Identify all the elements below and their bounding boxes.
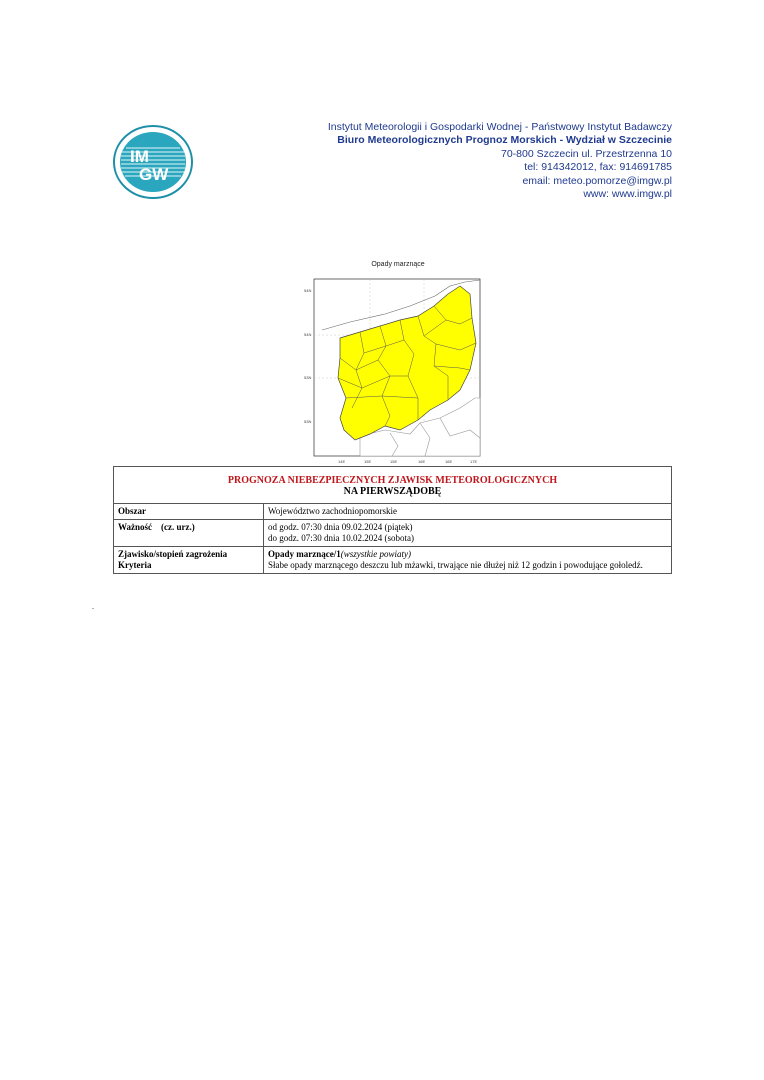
x-tick: 16E <box>418 459 426 464</box>
address: 70-800 Szczecin ul. Przestrzenna 10 <box>500 147 672 160</box>
table-row <box>114 520 672 547</box>
y-tick: 53N <box>304 375 312 380</box>
footer-mark: - <box>92 606 94 612</box>
table-row <box>114 504 672 520</box>
area-value: Województwo zachodniopomorskie <box>264 504 672 520</box>
validity-value <box>264 520 672 547</box>
phenomenon-label-1: Zjawisko/stopień zagrożenia <box>118 549 228 559</box>
warning-map <box>300 258 496 466</box>
y-tick: 54N <box>304 332 312 337</box>
website: www: www.imgw.pl <box>583 188 672 201</box>
bureau-name: Biuro Meteorologicznych Prognoz Morskich - Wydział w Szczecinie <box>337 134 672 147</box>
phenomenon-label-2: Kryteria <box>118 560 152 570</box>
map-title: Opady marznące <box>371 261 425 268</box>
phenomenon-criteria: Słabe opady marznącego deszczu lub mżawki, trwające nie dłużej niż 12 godzin i powodujące gołoledź. <box>268 560 643 570</box>
y-tick: 54N <box>304 288 312 293</box>
phenomenon-value <box>264 547 672 574</box>
imgw-logo <box>112 124 194 200</box>
validity-to: do godz. 07:30 dnia 10.02.2024 (sobota) <box>268 533 414 543</box>
validity-from: od godz. 07:30 dnia 09.02.2024 (piątek) <box>268 522 413 532</box>
phenomenon-name: Opady marznące/1 <box>268 549 341 559</box>
x-tick: 16E <box>445 459 453 464</box>
title-red: PROGNOZA NIEBEZPIECZNYCH ZJAWISK METEOROLOGICZNYCH <box>227 475 558 486</box>
y-tick: 53N <box>304 419 312 424</box>
institute-header <box>328 121 672 201</box>
logo-text-top: IM <box>130 147 149 166</box>
warning-table <box>113 466 672 574</box>
x-tick: 15E <box>364 459 372 464</box>
institute-name: Instytut Meteorologii i Gospodarki Wodnej - Państwowy Instytut Badawczy <box>327 121 672 133</box>
logo-text-bottom: GW <box>139 165 169 184</box>
phenomenon-label <box>114 547 264 574</box>
table-title <box>114 467 672 504</box>
area-label: Obszar <box>114 504 264 520</box>
validity-label: Ważność (cz. urz.) <box>114 520 264 547</box>
title-black: NA PIERWSZĄDOBĘ <box>343 486 442 497</box>
x-tick: 15E <box>390 459 398 464</box>
x-tick: 17E <box>470 459 478 464</box>
phenomenon-scope: (wszystkie powiaty) <box>340 549 411 559</box>
phone-fax: tel: 914342012, fax: 914691785 <box>524 161 672 174</box>
table-row <box>114 547 672 574</box>
x-tick: 14E <box>338 459 346 464</box>
phenomenon-heading <box>268 549 667 560</box>
email: email: meteo.pomorze@imgw.pl <box>522 174 672 187</box>
